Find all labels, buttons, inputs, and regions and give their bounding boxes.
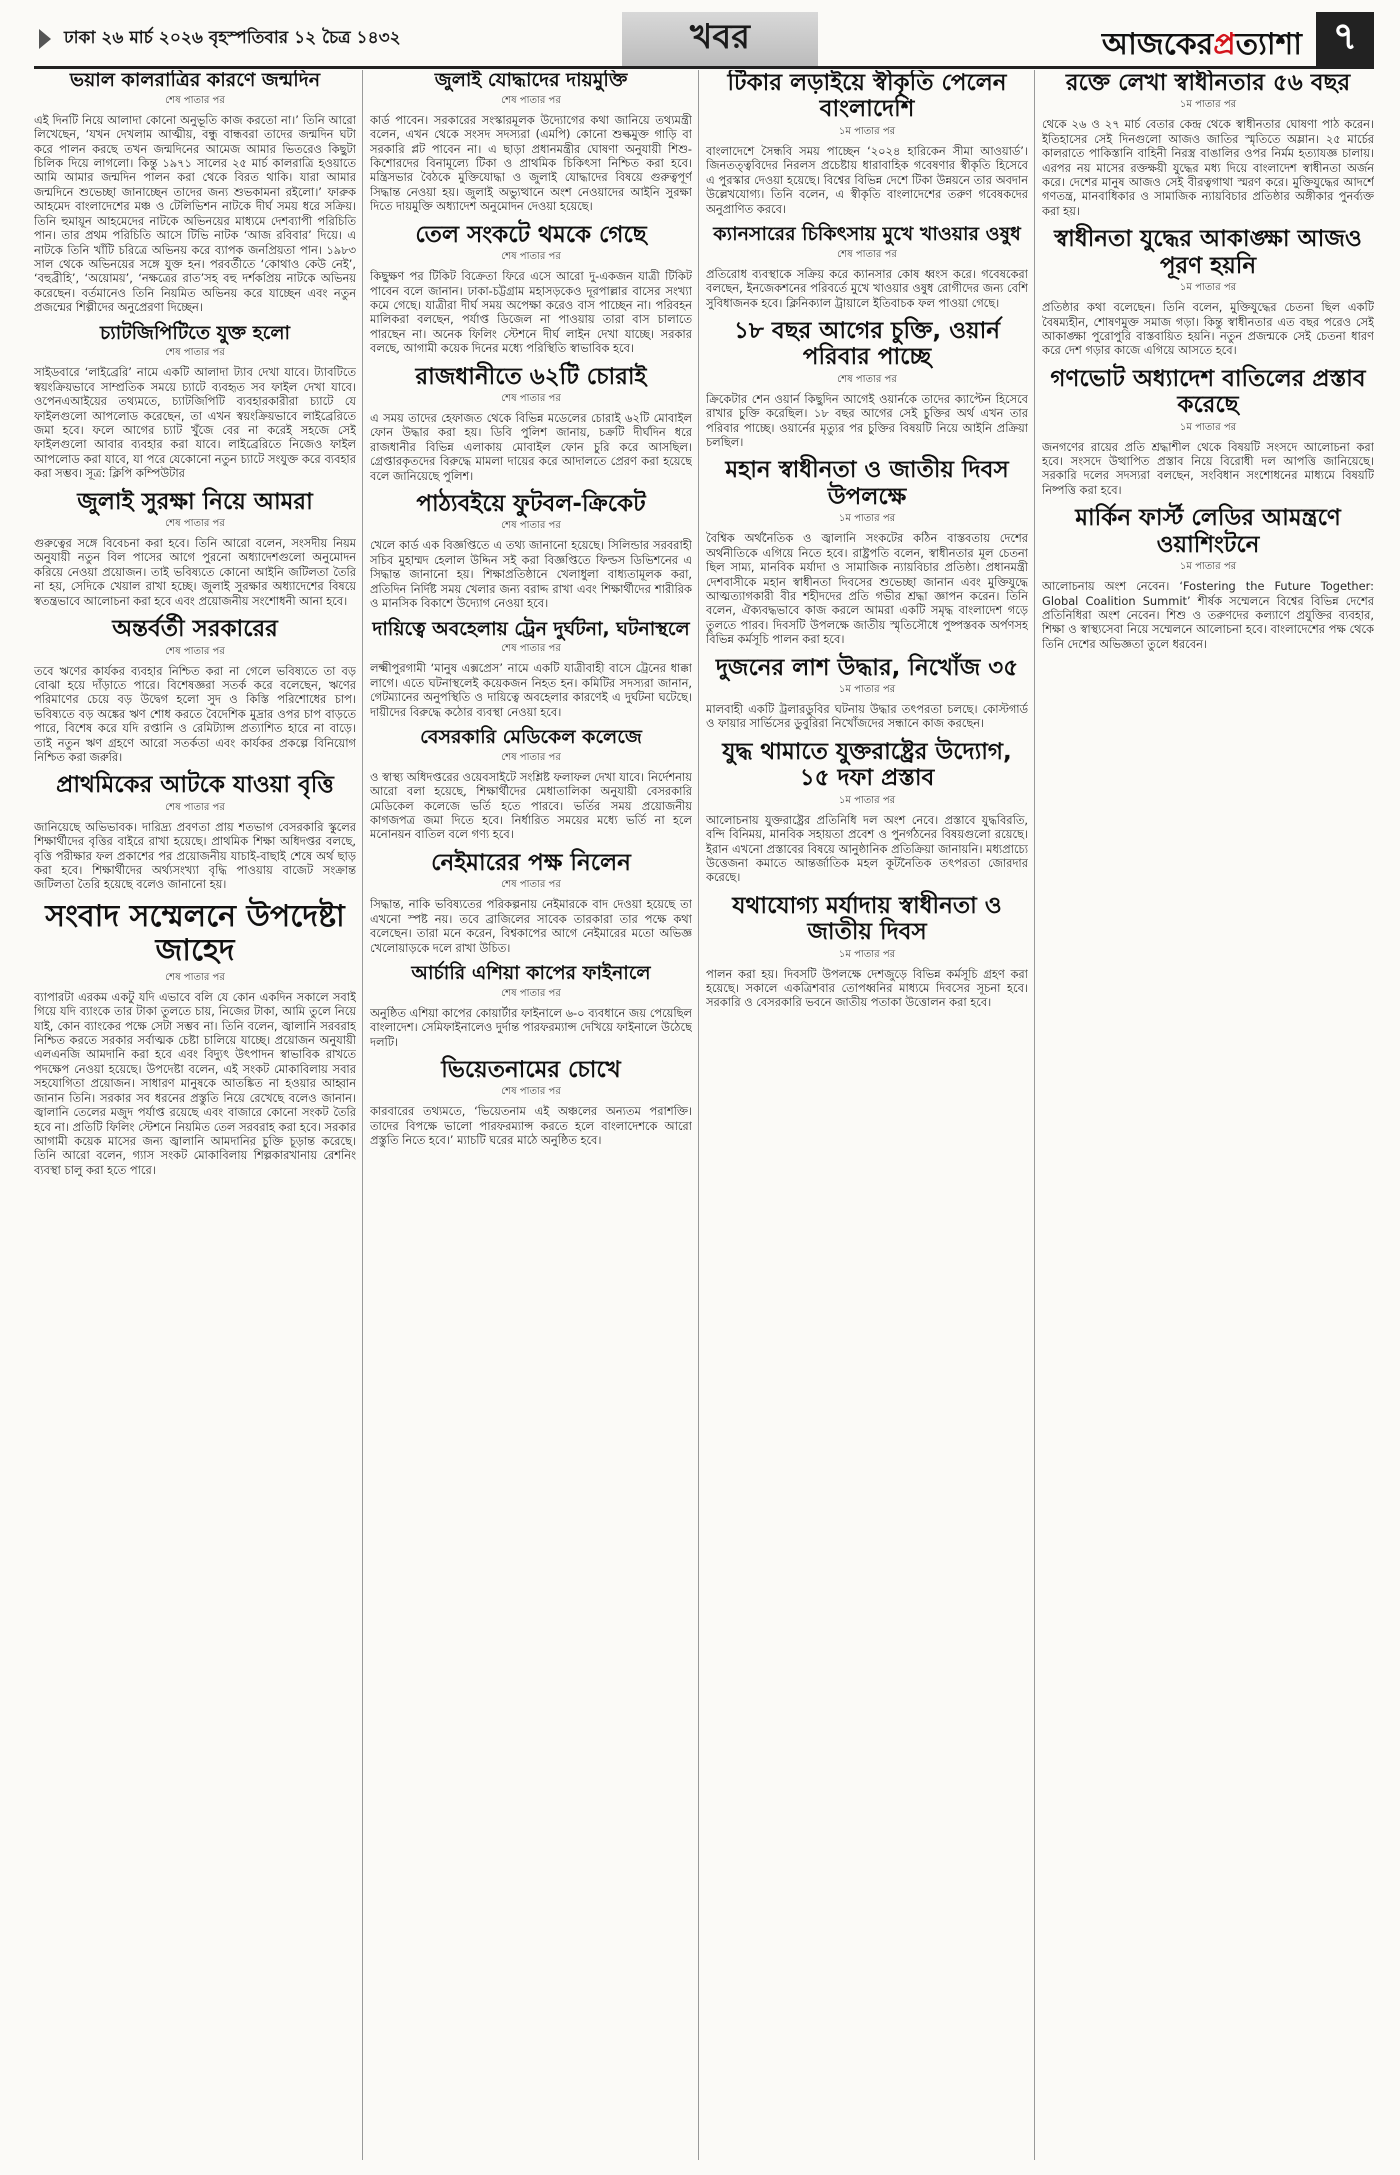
article xyxy=(706,655,1028,731)
article-headline[interactable]: ভিয়েতনামের চোখে xyxy=(441,1056,621,1083)
article-body: খেলে কার্ড এক বিজ্ঞপ্তিতে এ তথ্য জানানো হয়েছে। সিলিন্ডার সরবরাহী সচিব মুহাম্মদ হেলাল উদ্দিন সই করা বিজ্ঞপ্তিতে ফিল্ডস ডিভিশনের এ সিদ্ধান্ত জানানো হয়। শিক্ষাপ্রতিষ্ঠানে খেলাধুলা বাধ্যতামূলক করা, প্রতিদিন নির্দিষ্ট সময় খেলার জন্য বরাদ্দ রাখা এবং শিক্ষার্থীদের শারীরিক ও মানসিক বিকাশে উদ্যোগ নেওয়া হবে। xyxy=(370,538,692,611)
article-kicker: শেষ পাতার পর xyxy=(501,879,561,891)
article-kicker: ১ম পাতার পর xyxy=(838,794,896,806)
article xyxy=(34,489,356,608)
column-2 xyxy=(370,70,692,2160)
column-4 xyxy=(1042,70,1374,2160)
article-headline[interactable]: দায়িত্বে অবহেলায় ট্রেন দুর্ঘটনা, ঘটনাস্থলে xyxy=(372,617,690,640)
article-body: জানিয়েছে অভিভাবক। দারিদ্র্য প্রবণতা প্রায় শতভাগ বেসরকারি স্কুলের শিক্ষার্থীদের বৃত্তির বাইরে রাখা হয়েছে। প্রাথমিক শিক্ষা অধিদপ্তর বলছে, বৃত্তি পরীক্ষার ফল প্রকাশের পর প্রয়োজনীয় যাচাই-বাছাই শেষে অর্থ ছাড় করা হবে। শিক্ষার্থীদের অর্থ্যসংখ্যা বৃদ্ধি পাওয়ায় বাজেট সংক্রান্ত জটিলতা তৈরি হয়েছে বলেও জানানো হয়। xyxy=(34,819,356,892)
article xyxy=(34,70,356,315)
article-kicker: ১ম পাতার পর xyxy=(838,513,896,525)
article-kicker: ১ম পাতার পর xyxy=(838,125,896,137)
article-body: লক্ষ্মীপুরগামী ‘মানুষ এক্সপ্রেস’ নামে একটি যাত্রীবাহী বাসে ট্রেনের ধাক্কা লাগে। এতে ঘটনাস্থলেই কয়েকজন নিহত হন। কমিটির সদস্যরা জানান, গেটম্যানের অনুপস্থিতি ও দায়িত্বে অবহেলার কারণেই এ দুর্ঘটনা ঘটেছে। দায়ীদের বিরুদ্ধে কঠোর ব্যবস্থা নেওয়া হবে। xyxy=(370,661,692,719)
article-body: বৈশ্বিক অর্থনৈতিক ও জ্বালানি সংকটের কঠিন বাস্তবতায় দেশের অর্থনীতিকে এগিয়ে নিতে হবে। রাষ্ট্রপতি বলেন, স্বাধীনতার মূল চেতনা ছিল সাম্য, মানবিক মর্যাদা ও সামাজিক ন্যায়বিচার প্রতিষ্ঠা। প্রধানমন্ত্রী দেশবাসীকে মহান স্বাধীনতা দিবসের শুভেচ্ছা জানান এবং মুক্তিযুদ্ধে আত্মত্যাগকারী বীর শহীদদের প্রতি গভীর শ্রদ্ধা জ্ঞাপন করেন। তিনি বলেন, ঐক্যবদ্ধভাবে কাজ করলে আমরা একটি সমৃদ্ধ বাংলাদেশ গড়ে তুলতে পারব। দিবসটি উপলক্ষে জাতীয় স্মৃতিসৌধে পুষ্পস্তবক অর্পণসহ বিভিন্ন কর্মসূচি পালন করা হবে। xyxy=(706,531,1028,647)
article xyxy=(706,457,1028,646)
article-body: অনুষ্ঠিত এশিয়া কাপের কোয়ার্টার ফাইনালে ৬-০ ব্যবধানে জয় পেয়েছিল বাংলাদেশ। সেমিফাইনালেও দুর্দান্ত পারফরম্যান্স দেখিয়ে ফাইনালে উঠেছে দলটি। xyxy=(370,1005,692,1049)
article xyxy=(34,772,356,891)
article-kicker: শেষ পাতার পর xyxy=(165,801,225,813)
article xyxy=(706,739,1028,885)
article xyxy=(370,491,692,610)
article-kicker: শেষ পাতার পর xyxy=(165,94,225,106)
article-headline[interactable]: স্বাধীনতা যুদ্ধের আকাঙ্ক্ষা আজও পূরণ হয়নি xyxy=(1054,226,1362,279)
article-headline[interactable]: ১৮ বছর আগের চুক্তি, ওয়ার্ন পরিবার পাচ্ছে xyxy=(733,317,1000,371)
article-headline[interactable]: মহান স্বাধীনতা ও জাতীয় দিবস উপলক্ষে xyxy=(725,457,1009,510)
article-kicker: শেষ পাতার পর xyxy=(501,751,561,763)
article-headline[interactable]: যুদ্ধ থামাতে যুক্তরাষ্ট্রের উদ্যোগ, ১৫ দফা প্রস্তাব xyxy=(722,738,1012,792)
article-headline[interactable]: আর্চারি এশিয়া কাপের ফাইনালে xyxy=(411,961,651,984)
article-headline[interactable]: টিকার লড়াইয়ে স্বীকৃতি পেলেন বাংলাদেশি xyxy=(727,70,1007,123)
article xyxy=(706,224,1028,310)
article-body: আলোচনায় অংশ নেবেন। ‘Fostering the Future Together: Global Coalition Summit’ শীর্ষক সম্মেলনে বিশ্বের বিভিন্ন দেশের প্রতিনিধিরা অংশ নেবেন। শিশু ও তরুণদের কল্যাণে প্রযুক্তির ব্যবহার, শিক্ষা ও স্বাস্থ্যসেবা নিয়ে সম্মেলনে আলোচনা হবে। বাংলাদেশের পক্ষ থেকে তিনি দেশের অভিজ্ঞতা তুলে ধরবেন। xyxy=(1042,579,1374,651)
article-kicker: শেষ পাতার পর xyxy=(165,971,225,983)
article-kicker: শেষ পাতার পর xyxy=(501,643,561,655)
masthead-logo: আজকেরপ্রত্যাশা xyxy=(1101,27,1302,62)
article-body: ব্যাপারটা এরকম একটু যদি এভাবে বলি যে কোন একদিন সকালে সবাই গিয়ে যদি ব্যাংকে তার টাকা তুলতে চায়, নিজের টাকা, আমি তুলে নিয়ে যাই, কোন ব্যাংকের পক্ষে সেটা সম্ভব না। তিনি বলেন, জ্বালানি সরবরাহ নিশ্চিত করতে সরকার সর্বাত্মক চেষ্টা চালিয়ে যাচ্ছে। প্রয়োজন অনুযায়ী এলএনজি আমদানি করা হবে এবং বিদ্যুৎ উৎপাদন স্বাভাবিক রাখতে পদক্ষেপ নেওয়া হয়েছে। উপদেষ্টা বলেন, এই সংকট মোকাবিলায় সবার সহযোগিতা প্রয়োজন। সাধারণ মানুষকে আতঙ্কিত না হওয়ার আহ্বান জানান তিনি। সরকার সব ধরনের প্রস্তুতি নিয়ে রেখেছে বলেও জানান। জ্বালানি তেলের মজুদ পর্যাপ্ত রয়েছে এবং বাজারে কোনো সংকট তৈরি হবে না। প্রতিটি ফিলিং স্টেশনে নিয়মিত তেল সরবরাহ করা হবে। সরকার আগামী কয়েক মাসের জন্য জ্বালানি আমদানির চুক্তি চূড়ান্ত করেছে। তিনি আরো বলেন, গ্যাস সংকট মোকাবিলায় শিল্পকারখানায় রেশনিং ব্যবস্থা চালু করা হতে পারে। xyxy=(34,989,356,1177)
article xyxy=(370,70,692,214)
article-headline[interactable]: রক্তে লেখা স্বাধীনতার ৫৬ বছর xyxy=(1065,70,1351,96)
article xyxy=(34,323,356,481)
article-body: প্রতিরোধ ব্যবস্থাকে সক্রিয় করে ক্যানসার কোষ ধ্বংস করে। গবেষকেরা বলছেন, ইনজেকশনের পরিবর্তে মুখে খাওয়ার ওষুধ রোগীদের জন্য বেশি সুবিধাজনক হবে। ক্লিনিক্যাল ট্রায়ালে ইতিবাচক ফল পাওয়া গেছে। xyxy=(706,266,1028,310)
dateline: ঢাকা ২৬ মার্চ ২০২৬ বৃহস্পতিবার ১২ চৈত্র ১৪৩২ xyxy=(64,28,401,48)
article-headline[interactable]: নেইমারের পক্ষ নিলেন xyxy=(431,849,631,876)
article-kicker: শেষ পাতার পর xyxy=(501,987,561,999)
column-divider xyxy=(698,70,699,2160)
article-body: ক্রিকেটার শেন ওয়ার্ন কিছুদিন আগেই ওয়ার্নকে তাদের ক্যাপ্টেন হিসেবে রাখার চুক্তি করেছিল। ১৮ বছর আগের সেই চুক্তির অর্থ এখন তার পরিবার পাচ্ছে। ওয়ার্নের মৃত্যুর পর চুক্তির বিষয়টি নিয়ে আইনি প্রক্রিয়া চলছিল। xyxy=(706,391,1028,450)
article-body: সাইডবারে ‘লাইব্রেরি’ নামে একটি আলাদা ট্যাব দেখা যাবে। ট্যাবটিতে স্বয়ংক্রিয়ভাবে সাম্প্রতিক সময়ে চ্যাটে ব্যবহৃত সব ফাইল দেখা যাবে। ওপেনএআইয়ের তথ্যমতে, চ্যাটজিপিটি ব্যবহারকারীরা চ্যাটে যে ফাইলগুলো আপলোড করেছেন, তা এখন স্বয়ংক্রিয়ভাবে লাইব্রেরিতে জমা হবে। ফলে আগের চ্যাট খুঁজে বের না করেই সহজে সেই ফাইলগুলো আবার ব্যবহার করা যাবে। লাইব্রেরিতে নিজেও ফাইল আপলোড করা যাবে, যা পরে যেকোনো নতুন চ্যাটে সংযুক্ত করে ব্যবহার করা সম্ভব। সূত্র: ক্লিপি কম্পিউটার xyxy=(34,365,356,481)
article xyxy=(370,963,692,1049)
article-body: গুরুত্বের সঙ্গে বিবেচনা করা হবে। তিনি আরো বলেন, সংসদীয় নিয়ম অনুযায়ী নতুন বিল পাসের আগে পুরনো অধ্যাদেশগুলো অনুমোদন করিয়ে নেওয়া প্রয়োজন। তাই ভবিষ্যতে কোনো আইনি জটিলতা তৈরি না হয়, সেদিকে খেয়াল রাখা হচ্ছে। জুলাই সুরক্ষার অধ্যাদেশের বিষয়ে স্বতন্ত্রভাবে আলোচনা করা হবে এবং প্রয়োজনীয় সংশোধনী আনা হবে। xyxy=(34,536,356,608)
article xyxy=(1042,70,1374,218)
article-body: কারবারের তথ্যমতে, ‘ভিয়েতনাম এই অঞ্চলের অন্যতম পরাশক্তি। তাদের বিপক্ষে ভালো পারফরম্যান্স করতে হলে বাংলাদেশকে আরো প্রস্তুতি নিতে হবে।’ ম্যাচটি ঘরের মাঠে অনুষ্ঠিত হবে। xyxy=(370,1104,692,1148)
article xyxy=(706,318,1028,450)
article xyxy=(370,364,692,483)
article xyxy=(706,893,1028,1010)
article-headline[interactable]: দুজনের লাশ উদ্ধার, নিখোঁজ ৩৫ xyxy=(715,654,1019,681)
article-headline[interactable]: যথাযোগ্য মর্যাদায় স্বাধীনতা ও জাতীয় দিবস xyxy=(732,892,1002,946)
article-headline[interactable]: তেল সংকটে থমকে গেছে xyxy=(415,221,647,248)
article-kicker: ১ম পাতার পর xyxy=(1179,282,1237,294)
article xyxy=(370,727,692,842)
article-body: ও স্বাস্থ্য অধিদপ্তরের ওয়েবসাইটে সংশ্লিষ্ট ফলাফল দেখা যাবে। নির্দেশনায় আরো বলা হয়েছে, শিক্ষার্থীদের মেধাতালিকা অনুযায়ী বেসরকারি মেডিকেল কলেজে ভর্তি হতে পারবে। ভর্তির সময় প্রয়োজনীয় কাগজপত্র জমা দিতে হবে। নির্ধারিত সময়ের মধ্যে ভর্তি না হলে মনোনয়ন বাতিল বলে গণ্য হবে। xyxy=(370,769,692,842)
article-kicker: শেষ পাতার পর xyxy=(501,94,561,106)
article-body: এ সময় তাদের হেফাজত থেকে বিভিন্ন মডেলের চোরাই ৬২টি মোবাইল ফোন উদ্ধার করা হয়। ডিবি পুলিশ জানায়, চক্রটি দীর্ঘদিন ধরে রাজধানীর বিভিন্ন এলাকায় মোবাইল ফোন চুরি করে আসছিল। গ্রেপ্তারকৃতদের বিরুদ্ধে মামলা দায়ের করে আদালতে প্রেরণ করা হয়েছে বলে জানিয়েছে পুলিশ। xyxy=(370,411,692,483)
article-body: প্রতিষ্ঠার কথা বলেছেন। তিনি বলেন, মুক্তিযুদ্ধের চেতনা ছিল একটি বৈষম্যহীন, শোষণমুক্ত সমাজ গড়া। কিন্তু স্বাধীনতার এত বছর পরেও সেই আকাঙ্ক্ষা পুরোপুরি বাস্তবায়িত হয়নি। নতুন প্রজন্মকে সেই চেতনা ধারণ করে দেশ গড়ার কাজে এগিয়ে আসতে হবে। xyxy=(1042,300,1374,358)
article xyxy=(34,900,356,1177)
article-kicker: ১ম পাতার পর xyxy=(838,684,896,696)
article-headline[interactable]: গণভোট অধ্যাদেশ বাতিলের প্রস্তাব করেছে xyxy=(1050,365,1366,419)
article-body: মালবাহী একটি ট্রলারডুবির ঘটনায় উদ্ধার তৎপরতা চলছে। কোস্টগার্ড ও ফায়ার সার্ভিসের ডুবুরিরা নিখোঁজদের সন্ধানে কাজ করছেন। xyxy=(706,702,1028,731)
article-body: বাংলাদেশে সৈন্ধবি সময় পাচ্ছেন ‘২০২৪ হারিকেন সীমা আওয়ার্ড’। জিনতত্ত্ববিদের নিরলস প্রচেষ্টায় ধারাবাহিক গবেষণার স্বীকৃতি হিসেবে এ পুরস্কার দেওয়া হয়েছে। বিশ্বের বিভিন্ন দেশে টিকা উন্নয়নে তার অবদান উল্লেখযোগ্য। তিনি বলেন, এ স্বীকৃতি বাংলাদেশের তরুণ গবেষকদের অনুপ্রাণিত করবে। xyxy=(706,143,1028,216)
article-headline[interactable]: সংবাদ সম্মেলনে উপদেষ্টা জাহেদ xyxy=(45,898,345,969)
article-body: থেকে ২৬ ও ২৭ মার্চ বেতার কেন্দ্র থেকে স্বাধীনতার ঘোষণা পাঠ করেন। ইতিহাসের সেই দিনগুলো আজও জাতির স্মৃতিতে অম্লান। ২৫ মার্চের কালরাতে পাকিস্তানি বাহিনী নিরস্ত্র বাঙালির ওপর নির্মম হত্যাযজ্ঞ চালায়। এরপর নয় মাসের রক্তক্ষয়ী যুদ্ধের মধ্য দিয়ে বাংলাদেশ স্বাধীনতা অর্জন করে। দেশের মানুষ আজও সেই বীরত্বগাথা স্মরণ করে। মুক্তিযুদ্ধের আদর্শে গণতন্ত্র, মানবাধিকার ও সামাজিক ন্যায়বিচার প্রতিষ্ঠার অঙ্গীকার পুনর্ব্যক্ত করা হয়। xyxy=(1042,117,1374,218)
article-kicker: শেষ পাতার পর xyxy=(837,248,897,260)
article xyxy=(370,850,692,955)
column-1 xyxy=(34,70,356,2160)
article-body: তবে ঋণের কার্যকর ব্যবহার নিশ্চিত করা না গেলে ভবিষ্যতে তা বড় বোঝা হয়ে দাঁড়াতে পারে। বিশেষজ্ঞরা সতর্ক করে বলেছেন, ঋণের পরিমাণের চেয়ে বড় উদ্বেগ হলো সুদ ও কিস্তি পরিশোধের চাপ। ভবিষ্যতে বড় অঙ্কের ঋণ শোধ করতে বৈদেশিক মুদ্রার ওপর চাপ বাড়তে পারে, বিশেষ করে যদি রপ্তানি ও রেমিট্যান্স প্রত্যাশিত হারে না বাড়ে। তাই নতুন ঋণ গ্রহণে আরো সতর্কতা এবং কার্যকর প্রকল্পে বিনিয়োগ নিশ্চিত করা জরুরি। xyxy=(34,663,356,764)
article-headline[interactable]: পাঠ্যবইয়ে ফুটবল-ক্রিকেট xyxy=(416,491,646,518)
article-kicker: শেষ পাতার পর xyxy=(501,393,561,404)
article-body: কিছুক্ষণ পর টিকিট বিক্রেতা ফিরে এসে আরো দু-একজন যাত্রী টিকিট পাবেন বলে জানান। ঢাকা-চট্টগ্রাম মহাসড়কেও দূরপাল্লার বাসের সংখ্যা কমে গেছে। যাত্রীরা দীর্ঘ সময় অপেক্ষা করেও বাস পাচ্ছেন না। পরিবহন মালিকরা বলছেন, পর্যাপ্ত ডিজেল না পাওয়ায় তারা বাস চালাতে পারছেন না। অনেক ফিলিং স্টেশনে দীর্ঘ লাইন দেখা যাচ্ছে। সরকার বলছে, আগামী কয়েক দিনের মধ্যে পরিস্থিতি স্বাভাবিক হবে। xyxy=(370,269,692,356)
article-kicker: শেষ পাতার পর xyxy=(165,645,225,657)
article-kicker: ১ম পাতার পর xyxy=(1179,99,1237,111)
page-number: ৭ xyxy=(1316,12,1374,66)
article-kicker: শেষ পাতার পর xyxy=(165,518,225,530)
article-kicker: ১ম পাতার পর xyxy=(1179,421,1237,433)
column-divider xyxy=(362,70,363,2160)
article-kicker: শেষ পাতার পর xyxy=(501,520,561,532)
article-headline[interactable]: অন্তর্বর্তী সরকারের xyxy=(112,616,278,643)
article xyxy=(706,70,1028,216)
article-headline[interactable]: জুলাই যোদ্ধাদের দায়মুক্তি xyxy=(434,70,628,91)
article xyxy=(34,616,356,764)
column-divider xyxy=(1034,70,1035,2160)
article-kicker: ১ম পাতার পর xyxy=(1179,561,1237,573)
article-headline[interactable]: বেসরকারি মেডিকেল কলেজে xyxy=(420,725,642,748)
article-kicker: শেষ পাতার পর xyxy=(501,1086,561,1098)
article-body: সিদ্ধান্ত, নাকি ভবিষ্যতের পরিকল্পনায় নেইমারকে বাদ দেওয়া হয়েছে তা এখনো স্পষ্ট নয়। তবে ব্রাজিলের সাবেক তারকারা তার পক্ষে কথা বলেছেন। তারা মনে করেন, বিশ্বকাপের আগে নেইমারের মতো অভিজ্ঞ খেলোয়াড়কে দলে রাখা উচিত। xyxy=(370,897,692,955)
article-headline[interactable]: চ্যাটজিপিটিতে যুক্ত হলো xyxy=(100,321,290,344)
article-headline[interactable]: প্রাথমিকের আটকে যাওয়া বৃত্তি xyxy=(56,772,334,799)
article-headline[interactable]: ভয়াল কালরাত্রির কারণে জন্মদিন xyxy=(69,70,321,91)
article-headline[interactable]: মার্কিন ফার্স্ট লেডির আমন্ত্রণে ওয়াশিংটনে xyxy=(1075,505,1341,558)
article-kicker: শেষ পাতার পর xyxy=(837,373,897,385)
article-kicker: শেষ পাতার পর xyxy=(501,251,561,263)
article-headline[interactable]: ক্যানসারের চিকিৎসায় মুখে খাওয়ার ওষুধ xyxy=(713,222,1021,245)
prev-page-arrow-icon[interactable] xyxy=(34,20,56,58)
section-title: খবর xyxy=(622,12,818,66)
column-3 xyxy=(706,70,1028,2160)
page-header xyxy=(34,12,1374,69)
article xyxy=(1042,505,1374,651)
article-kicker: শেষ পাতার পর xyxy=(165,347,225,359)
article-headline[interactable]: জুলাই সুরক্ষা নিয়ে আমরা xyxy=(77,488,313,515)
article-body: জনগণের রায়ের প্রতি শ্রদ্ধাশীল থেকে বিষয়টি সংসদে আলোচনা করা হবে। সংসদে উত্থাপিত প্রস্তাব নিয়ে বিরোধী দল আপত্তি জানিয়েছে। সরকারি দলের সদস্যরা বলছেন, সংবিধান সংশোধনের মাধ্যমে বিষয়টি নিষ্পত্তি করা হবে। xyxy=(1042,439,1374,497)
article-body: পালন করা হয়। দিবসটি উপলক্ষে দেশজুড়ে বিভিন্ন কর্মসূচি গ্রহণ করা হয়েছে। সকালে একত্রিশবার তোপধ্বনির মাধ্যমে দিবসের সূচনা হবে। সরকারি ও বেসরকারি ভবনে জাতীয় পতাকা উত্তোলন করা হবে। xyxy=(706,966,1028,1010)
article-body: এই দিনটি নিয়ে আলাদা কোনো অনুভূতি কাজ করতো না।’ তিনি আরো লিখেছেন, ‘যখন দেখলাম আত্মীয়, বন্ধু বান্ধবরা তাদের জন্মদিন ঘটা করে পালন করছে তখন জন্মদিনের আমেজ আমার ভিতরেও কিছুটা চিলিক দিয়ে লাগলো। কিন্তু ১৯৭১ সালের ২৫ মার্চ কালরাত্রি হওয়াতে আমি আমার জন্মদিন পালন করা থেকে বিরত থাকি। যারা আমার জন্মদিনে শুভেচ্ছা জানাচ্ছেন তাদের জন্য শুভকামনা রইলো।’ ফারুক আহমেদ বাংলাদেশের মঞ্চ ও টেলিভিশন নাটকে দীর্ঘ সময় ধরে সক্রিয়। তিনি হুমায়ূন আহমেদের নাটকে অভিনয়ের মাধ্যমে দেশব্যাপী পরিচিতি পান। তার প্রথম পরিচিতি আসে টিভি নাটক ‘আজ রবিবার’ দিয়ে। এ নাটকে তিনি খাঁটি চরিত্রে অভিনয় করে ব্যাপক জনপ্রিয়তা পান। ১৯৮৩ সাল থেকে অভিনয়ের সঙ্গে যুক্ত হন। পরবর্তীতে ‘কোথাও কেউ নেই’, ‘বহুব্রীহি’, ‘অয়োময়’, ‘নক্ষত্রের রাত’সহ বহু দর্শকপ্রিয় নাটকে অভিনয় করেছেন। বর্তমানেও তিনি নিয়মিত অভিনয় করে যাচ্ছেন এবং নতুন প্রজন্মের শিল্পীদের অনুপ্রেরণা দিচ্ছেন। xyxy=(34,112,356,315)
article xyxy=(1042,226,1374,358)
article-headline[interactable]: রাজধানীতে ৬২টি চোরাই xyxy=(415,363,647,390)
article-body: কার্ড পাবেন। সরকারের সংস্কারমূলক উদ্যোগের কথা জানিয়ে তথ্যমন্ত্রী বলেন, এখন থেকে সংসদ সদস্যরা (এমপি) কোনো শুল্কমুক্ত গাড়ি বা সরকারি প্লট পাবেন না। এ ছাড়া প্রধানমন্ত্রীর ঘোষণা অনুযায়ী শিশু-কিশোরদের বিনামূল্যে টিকা ও প্রাথমিক চিকিৎসা নিশ্চিত করা হবে। মন্ত্রিসভার বৈঠকে মুক্তিযোদ্ধা ও জুলাই যোদ্ধাদের বিষয়ে গুরুত্বপূর্ণ সিদ্ধান্ত নেওয়া হয়। জুলাই অভ্যুত্থানে অংশ নেওয়াদের আইনি সুরক্ষা দিতে দায়মুক্তি অধ্যাদেশ অনুমোদন দেওয়া হয়েছে। xyxy=(370,112,692,214)
article xyxy=(370,619,692,719)
article xyxy=(370,1057,692,1148)
article xyxy=(1042,366,1374,498)
article xyxy=(370,222,692,356)
article-kicker: ১ম পাতার পর xyxy=(838,948,896,960)
article-body: আলোচনায় যুক্তরাষ্ট্রের প্রতিনিধি দল অংশ নেবে। প্রস্তাবে যুদ্ধবিরতি, বন্দি বিনিময়, মানবিক সহায়তা প্রবেশ ও পুনর্গঠনের বিষয়গুলো রয়েছে। ইরান এখনো প্রস্তাবের বিষয়ে আনুষ্ঠানিক প্রতিক্রিয়া জানায়নি। মধ্যপ্রাচ্যে উত্তেজনা কমাতে আন্তর্জাতিক মহল কূটনৈতিক তৎপরতা জোরদার করেছে। xyxy=(706,812,1028,885)
